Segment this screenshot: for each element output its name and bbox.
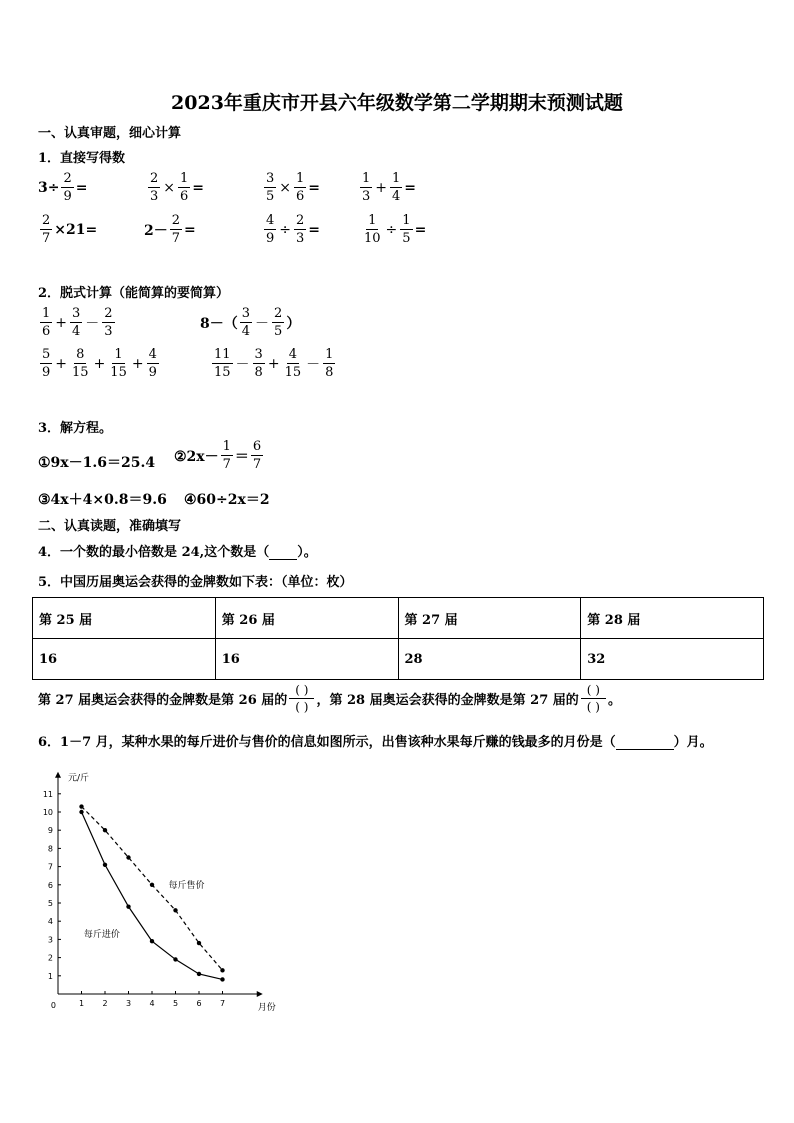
- fraction: $\frac{4}{15}$: [284, 347, 302, 380]
- y-axis-arrow: [55, 772, 61, 778]
- table-header-cell: 第 28 届: [581, 598, 764, 639]
- fraction: $\frac{2}{5}$: [274, 306, 283, 339]
- operator: +: [375, 179, 388, 196]
- x-tick-label: 3: [125, 999, 132, 1008]
- calc-item-8: [360, 214, 426, 245]
- question-5-fill: [38, 682, 621, 715]
- expr-suffix: =: [192, 179, 205, 196]
- equation-2: [174, 440, 265, 471]
- question-5-label: 5．中国历届奥运会获得的金牌数如下表：（单位：枚）: [38, 575, 353, 590]
- origin-label: 0: [50, 1001, 56, 1010]
- expr-prefix: 8－（: [200, 315, 238, 332]
- fraction: $\frac{5}{9}$: [42, 347, 51, 380]
- equals-sign: ＝: [234, 448, 249, 465]
- expr-suffix: =: [308, 221, 321, 238]
- expr-prefix: 2－: [144, 222, 168, 239]
- calc-expr-2: [200, 307, 300, 338]
- section-heading-2: 二、认真读题，准确填写: [38, 519, 182, 534]
- question-4-suffix: ）。: [297, 545, 317, 560]
- fraction: $\frac{1}{10}$: [364, 213, 381, 246]
- fraction: $\frac{11}{15}$: [214, 347, 231, 380]
- operator: +: [131, 355, 144, 372]
- calc-expr-4: [210, 348, 337, 379]
- y-tick-label: 7: [47, 862, 53, 872]
- x-tick-label: 4: [149, 999, 155, 1008]
- purchase-price-point: [150, 939, 154, 943]
- operator: －: [85, 315, 100, 332]
- fraction: $\frac{1}{3}$: [362, 171, 371, 204]
- fraction: $\frac{3}{4}$: [241, 306, 251, 339]
- question-1-label: 1．直接写得数: [38, 151, 126, 166]
- fraction: $\frac{2}{7}$: [171, 213, 181, 246]
- selling-price-point: [173, 908, 177, 912]
- purchase-price-point: [197, 972, 201, 976]
- y-tick-label: 10: [42, 808, 53, 817]
- calc-item-4: [358, 172, 416, 203]
- answer-blank[interactable]: [616, 737, 674, 750]
- operator: +: [267, 355, 280, 372]
- x-tick-label: 2: [102, 999, 108, 1008]
- fraction: $\frac{2}{3}$: [150, 171, 159, 204]
- table-cell: 28: [398, 639, 581, 680]
- expr-suffix: ）: [286, 315, 301, 332]
- y-tick-label: 2: [47, 953, 53, 963]
- operator: －: [306, 356, 321, 373]
- operator: +: [55, 355, 68, 372]
- x-axis-arrow: [257, 991, 263, 997]
- fraction: $\frac{3}{5}$: [266, 171, 275, 204]
- series-label-purchase: 每斤进价: [83, 929, 120, 940]
- y-tick-label: 9: [47, 826, 53, 836]
- fraction: $\frac{2}{7}$: [42, 213, 51, 246]
- fraction: $\frac{1}{7}$: [222, 439, 231, 472]
- equation-1: ①9x－1.6＝25.4: [38, 455, 156, 471]
- section-heading-1: 一、认真审题，细心计算: [38, 126, 182, 141]
- selling-price-point: [197, 941, 201, 945]
- y-tick-label: 6: [47, 880, 53, 890]
- purchase-price-point: [79, 810, 83, 814]
- operator: ÷: [279, 221, 292, 238]
- calc-item-6: [144, 214, 196, 245]
- x-axis-label: 月份: [257, 1003, 276, 1013]
- expr-prefix: 3÷: [38, 179, 60, 196]
- question-2-label: 2．脱式计算（能简算的要简算）: [38, 286, 230, 301]
- operator: +: [55, 314, 68, 331]
- fraction: $\frac{4}{9}$: [266, 213, 275, 246]
- fraction: $\frac{1}{6}$: [180, 171, 189, 204]
- fraction: $\frac{1}{5}$: [402, 213, 411, 246]
- y-tick-label: 4: [47, 917, 53, 927]
- table-header-row: [33, 598, 764, 639]
- fraction: $\frac{1}{6}$: [42, 306, 51, 339]
- question-6-text: 6．1－7 月，某种水果的每斤进价与售价的信息如图所示，出售该种水果每斤赚的钱最多的月份是（: [38, 735, 616, 750]
- question-4: [38, 541, 317, 560]
- expr-suffix: =: [414, 221, 427, 238]
- operator: －: [255, 315, 270, 332]
- table-cell: 16: [33, 639, 216, 680]
- selling-price-point: [126, 855, 130, 859]
- calc-item-7: [262, 214, 320, 245]
- fraction: $\frac{8}{15}$: [72, 347, 89, 380]
- purchase-price-point: [126, 904, 130, 908]
- table-cell: 16: [215, 639, 398, 680]
- expr-suffix: =: [404, 179, 417, 196]
- table-header-cell: 第 25 届: [33, 598, 216, 639]
- price-chart: [36, 762, 296, 1022]
- x-tick-label: 5: [172, 999, 179, 1008]
- selling-price-point: [79, 804, 83, 808]
- fraction: $\frac{6}{7}$: [252, 439, 262, 472]
- table-row: [33, 639, 764, 680]
- operator: －: [235, 356, 250, 373]
- fraction: $\frac{1}{6}$: [296, 171, 305, 204]
- page-title: 2023年重庆市开县六年级数学第二学期期末预测试题: [171, 92, 623, 114]
- fraction: $\frac{1}{15}$: [110, 347, 127, 380]
- fraction: $\frac{3}{4}$: [72, 306, 81, 339]
- selling-price-point: [150, 883, 154, 887]
- equation-4: ④60÷2x＝2: [184, 492, 270, 508]
- x-tick-label: 1: [78, 999, 85, 1008]
- x-tick-label: 6: [196, 999, 202, 1008]
- table-header-cell: 第 26 届: [215, 598, 398, 639]
- expr-suffix: =: [75, 179, 88, 196]
- question-5-text-b: ，第 28 届奥运会获得的金牌数是第 27 届的: [316, 693, 579, 708]
- fraction: $\frac{4}{9}$: [148, 347, 157, 380]
- operator: ×: [279, 179, 292, 196]
- answer-blank[interactable]: [269, 547, 297, 560]
- y-tick-label: 1: [47, 971, 53, 981]
- y-tick-label: 8: [47, 844, 53, 854]
- equation-3: ③4x＋4×0.8＝9.6: [38, 492, 167, 508]
- y-axis-label: 元/斤: [68, 773, 90, 784]
- purchase-price-point: [220, 977, 224, 981]
- expr-suffix: ×21=: [54, 221, 98, 238]
- selling-price-point: [103, 828, 107, 832]
- fraction: $\frac{2}{9}$: [63, 171, 72, 204]
- question-3-label: 3．解方程。: [38, 421, 113, 436]
- medal-table: [32, 597, 764, 680]
- table-header-cell: 第 27 届: [398, 598, 581, 639]
- purchase-price-line: [82, 812, 223, 979]
- expr-suffix: =: [184, 221, 196, 238]
- answer-fraction-blank-2[interactable]: ( ) ( ): [581, 682, 606, 715]
- x-tick-label: 7: [219, 999, 226, 1008]
- fraction: $\frac{2}{3}$: [296, 213, 305, 246]
- y-tick-label: 3: [47, 935, 53, 945]
- calc-item-5: [38, 214, 97, 245]
- table-cell: 32: [581, 639, 764, 680]
- question-5-text-c: 。: [607, 693, 621, 708]
- calc-expr-3: [38, 348, 161, 379]
- purchase-price-point: [173, 957, 177, 961]
- calc-item-3: [262, 172, 320, 203]
- series-label-selling: 每斤售价: [168, 880, 205, 891]
- fraction: $\frac{3}{8}$: [254, 347, 263, 380]
- operator: ×: [163, 179, 176, 196]
- question-6-suffix: ）月。: [673, 735, 713, 750]
- fraction: $\frac{1}{4}$: [392, 171, 401, 204]
- answer-fraction-blank-1[interactable]: ( ) ( ): [289, 682, 314, 715]
- operator: +: [93, 355, 106, 372]
- calc-expr-1: [38, 307, 117, 338]
- question-4-text: 4．一个数的最小倍数是 24,这个数是（: [38, 545, 270, 560]
- selling-price-point: [220, 968, 224, 972]
- expr-prefix: ②2x－: [174, 448, 219, 465]
- fraction: $\frac{1}{8}$: [325, 347, 334, 380]
- calc-item-1: [38, 172, 88, 203]
- question-5-text-a: 第 27 届奥运会获得的金牌数是第 26 届的: [38, 693, 288, 708]
- operator: ÷: [385, 221, 398, 238]
- y-tick-label: 5: [47, 899, 53, 908]
- fraction: $\frac{2}{3}$: [104, 306, 113, 339]
- question-6: [38, 731, 713, 750]
- expr-suffix: =: [308, 179, 321, 196]
- y-tick-label: 11: [42, 789, 53, 799]
- calc-item-2: [146, 172, 204, 203]
- purchase-price-point: [103, 863, 107, 867]
